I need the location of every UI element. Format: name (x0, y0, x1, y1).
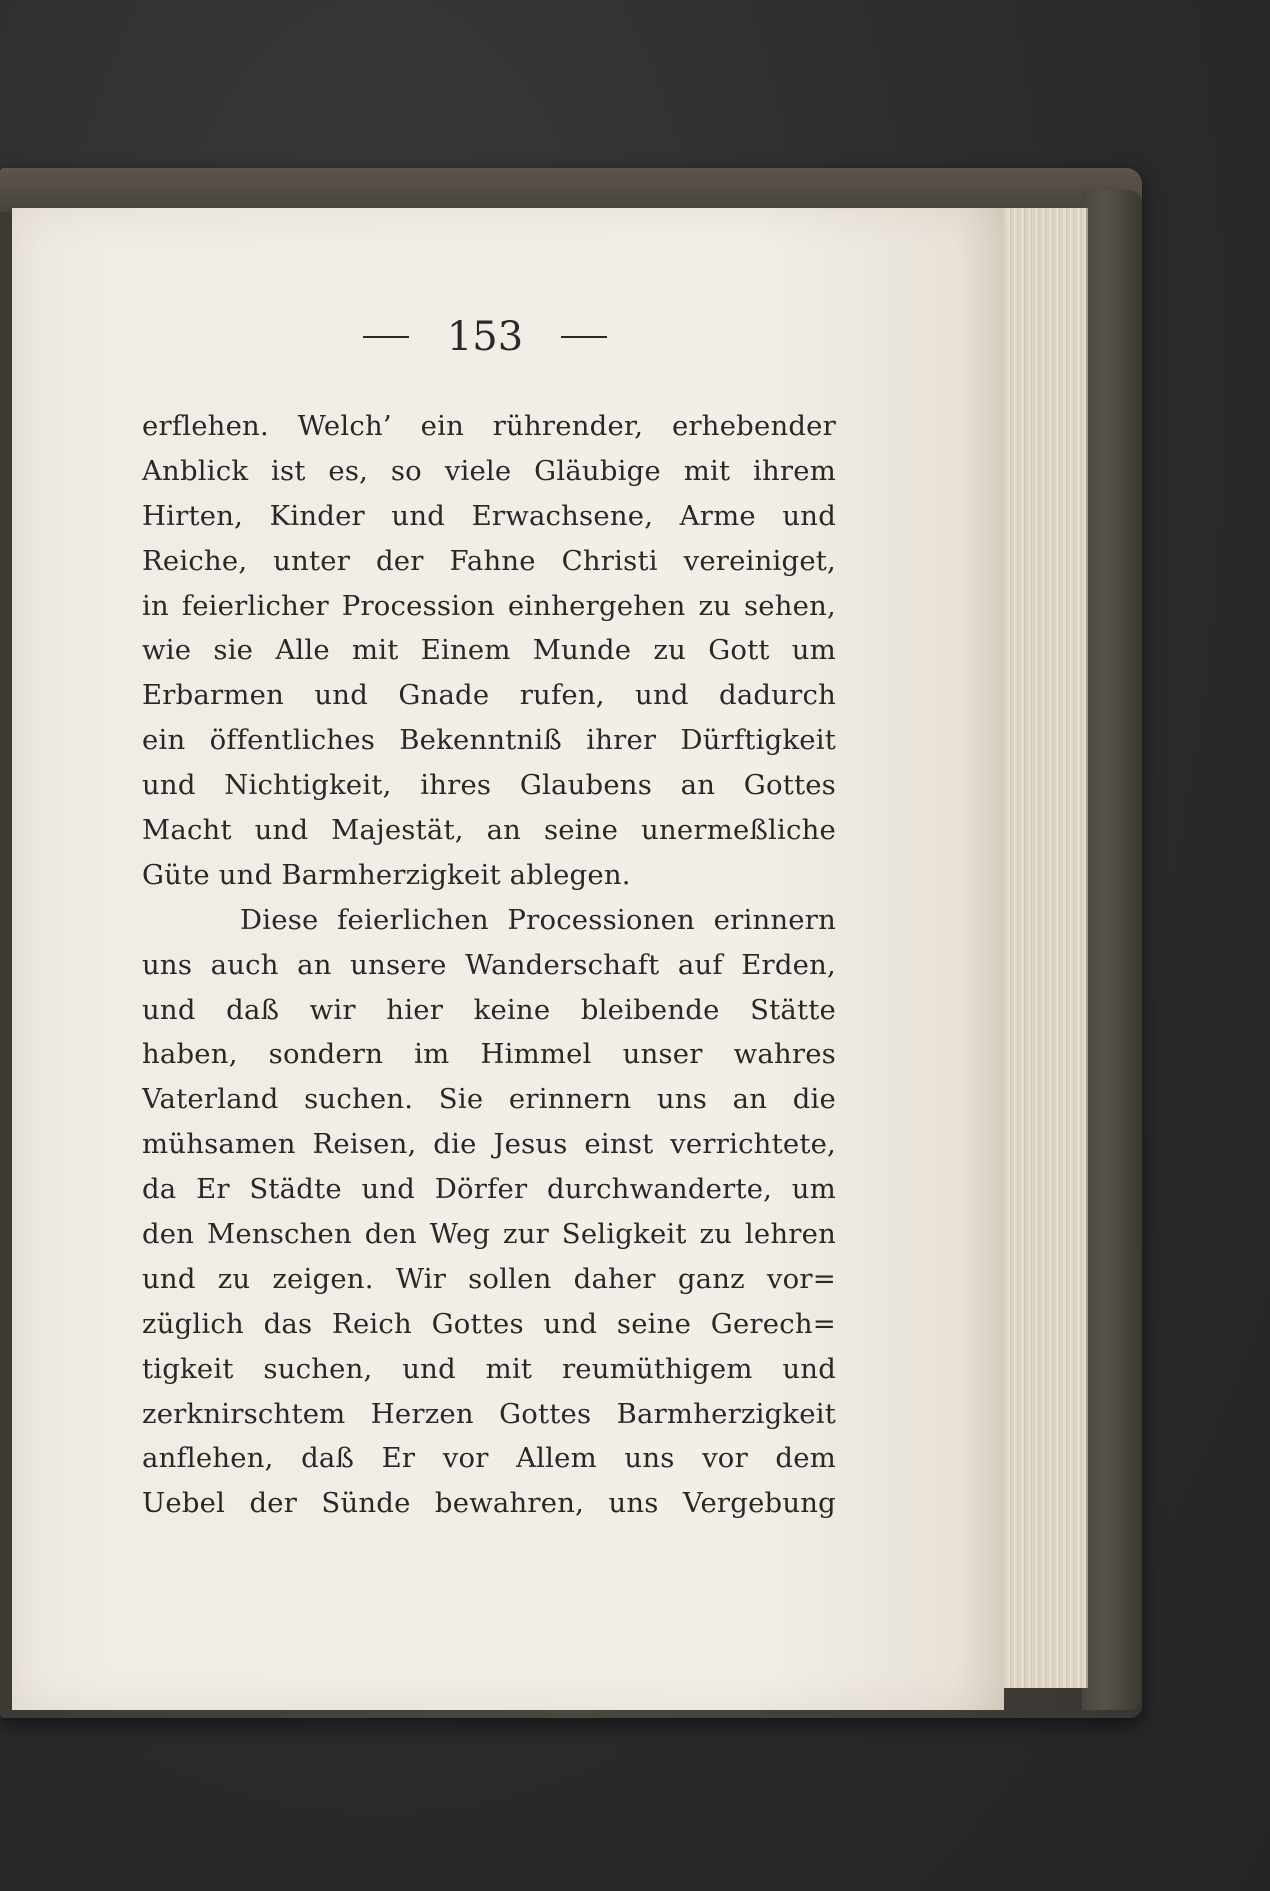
text-line: Anblick ist es, so viele Gläubige mit ihrem (142, 454, 836, 487)
text-line: Hirten, Kinder und Erwachsene, Arme und (142, 499, 836, 532)
text-line: ein öffentliches Bekenntniß ihrer Dürftigkeit (142, 724, 836, 757)
text-line: züglich das Reich Gottes und seine Gerech= (142, 1307, 836, 1340)
header-dash-left (363, 336, 409, 338)
text-line: Reiche, unter der Fahne Christi vereiniget, (142, 544, 836, 577)
header-dash-right (561, 336, 607, 338)
text-line: mühsamen Reisen, die Jesus einst verrichtete, (142, 1128, 836, 1161)
page-number: 153 (446, 314, 524, 360)
page-header (140, 312, 830, 362)
text-line: wie sie Alle mit Einem Munde zu Gott um (142, 634, 836, 667)
book-spine-edge (1082, 190, 1142, 1710)
text-line: da Er Städte und Dörfer durchwanderte, um (142, 1173, 836, 1206)
text-line: Uebel der Sünde bewahren, uns Vergebung (142, 1487, 836, 1520)
text-line: tigkeit suchen, und mit reumüthigem und (142, 1352, 836, 1385)
text-line: zerknirschtem Herzen Gottes Barmherzigkeit (142, 1397, 836, 1430)
text-line: anflehen, daß Er vor Allem uns vor dem (142, 1442, 836, 1475)
text-line: Güte und Barmherzigkeit ablegen. (142, 858, 631, 891)
text-line: Macht und Majestät, an seine unermeßliche (142, 814, 836, 847)
body-text (142, 404, 836, 1526)
text-line: Diese feierlichen Processionen erinnern (240, 903, 836, 936)
text-line: Erbarmen und Gnade rufen, und dadurch (142, 679, 836, 712)
text-line: und zu zeigen. Wir sollen daher ganz vor= (142, 1262, 836, 1295)
text-line: den Menschen den Weg zur Seligkeit zu lehren (142, 1218, 836, 1251)
text-line: in feierlicher Procession einhergehen zu sehen, (142, 589, 836, 622)
text-line: und daß wir hier keine bleibende Stätte (142, 993, 836, 1026)
text-line: uns auch an unsere Wanderschaft auf Erden, (142, 948, 836, 981)
text-line: Vaterland suchen. Sie erinnern uns an die (142, 1083, 836, 1116)
text-line: haben, sondern im Himmel unser wahres (142, 1038, 836, 1071)
page-stack-edges (1000, 208, 1088, 1688)
text-line: und Nichtigkeit, ihres Glaubens an Gottes (142, 769, 836, 802)
book-cover-top-edge (0, 168, 1142, 212)
text-line: erflehen. Welch’ ein rührender, erhebender (142, 410, 836, 442)
